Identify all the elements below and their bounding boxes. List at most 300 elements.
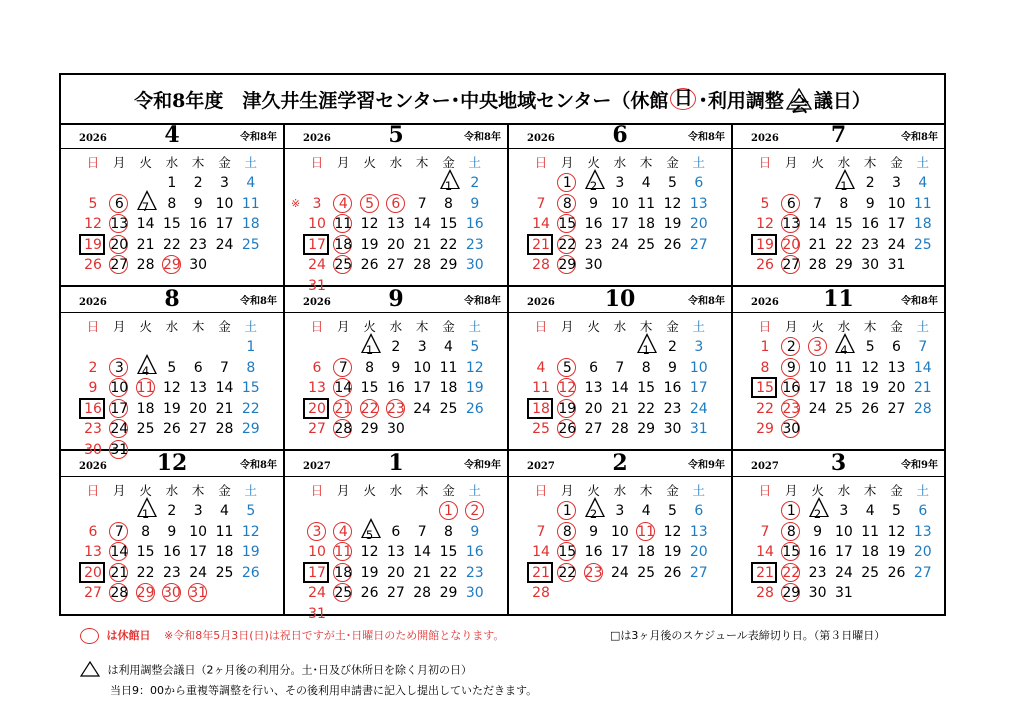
month-era: 令和8年 xyxy=(901,132,938,143)
calendar-day xyxy=(81,214,105,234)
calendar-day xyxy=(779,194,803,214)
weekday-header: 火 xyxy=(139,155,152,170)
day-number: 23 xyxy=(386,400,405,417)
day-number: 27 xyxy=(887,400,906,417)
calendar-day xyxy=(81,419,105,439)
day-number: 10 xyxy=(887,195,906,212)
calendar-day xyxy=(239,501,263,521)
calendar-day xyxy=(134,522,158,542)
calendar-day xyxy=(885,255,909,275)
calendar-day xyxy=(81,378,105,398)
calendar-day xyxy=(186,214,210,234)
day-number: 8 xyxy=(641,359,651,376)
month-era: 令和8年 xyxy=(688,296,725,307)
calendar-day xyxy=(410,214,434,234)
month-year: 2027 xyxy=(527,461,555,472)
calendar-day xyxy=(331,235,355,255)
day-number: 31 xyxy=(189,585,208,601)
day-number: 18 xyxy=(439,380,458,396)
calendar-day xyxy=(437,522,461,542)
day-number: 9 xyxy=(167,523,177,540)
day-number: 17 xyxy=(110,400,129,417)
day-number: 11 xyxy=(241,195,260,212)
day-number: 3 xyxy=(694,339,704,355)
day-number: 30 xyxy=(465,585,484,601)
day-number: 1 xyxy=(562,503,572,519)
weekday-header: 水 xyxy=(613,483,627,498)
calendar-day xyxy=(885,563,909,583)
day-number: 21 xyxy=(532,236,550,253)
calendar-day xyxy=(608,563,632,583)
day-number: 9 xyxy=(193,195,203,212)
day-number: 18 xyxy=(136,400,155,417)
title-middle: ･利用調整 xyxy=(698,89,784,112)
day-number: 7 xyxy=(417,195,427,212)
day-number: 9 xyxy=(786,359,796,376)
weekday-header: 火 xyxy=(587,155,600,170)
day-number: 28 xyxy=(532,585,550,601)
title-triangled: 会 xyxy=(789,94,809,116)
day-number: 21 xyxy=(532,564,550,581)
day-number: 27 xyxy=(386,257,405,273)
day-number: 10 xyxy=(189,523,208,540)
calendar-day xyxy=(160,214,184,234)
calendar-day xyxy=(661,501,685,521)
calendar-day xyxy=(81,583,105,603)
weekday-header: 木 xyxy=(191,483,205,498)
calendar-day xyxy=(134,358,158,378)
day-number: 15 xyxy=(558,544,577,560)
weekday-header: 日 xyxy=(758,319,772,334)
calendar-day xyxy=(858,563,882,583)
calendar-day xyxy=(410,583,434,603)
day-number: 11 xyxy=(861,523,880,540)
calendar-day xyxy=(858,235,882,255)
calendar-day xyxy=(331,214,355,234)
day-number: 28 xyxy=(334,421,353,437)
calendar-day xyxy=(384,399,408,419)
day-number: 29 xyxy=(360,421,379,437)
day-number: 7 xyxy=(813,195,823,212)
calendar-day xyxy=(331,542,355,562)
month-panel xyxy=(285,287,509,451)
calendar-day xyxy=(661,337,685,357)
legend-closed-note: ※令和8年5月3日(日)は祝日ですが土･日曜日のため開館となります。 xyxy=(164,629,505,642)
calendar-frame xyxy=(59,73,946,622)
day-number: 5 xyxy=(562,359,572,376)
weekday-header: 火 xyxy=(363,319,376,334)
month-year: 2026 xyxy=(751,297,779,308)
calendar-day xyxy=(358,255,382,275)
month-number: 11 xyxy=(823,286,854,312)
day-number: 10 xyxy=(834,523,853,540)
month-number: 8 xyxy=(164,286,180,312)
day-number: 2 xyxy=(470,503,480,519)
calendar-day xyxy=(687,399,711,419)
day-number: 19 xyxy=(861,380,880,396)
day-number: 22 xyxy=(136,564,155,581)
month-year: 2027 xyxy=(303,461,331,472)
calendar-day xyxy=(806,214,830,234)
calendar-day xyxy=(634,358,658,378)
weekday-header: 火 xyxy=(139,319,152,334)
calendar-day xyxy=(463,522,487,542)
month-era: 令和9年 xyxy=(464,460,501,471)
day-number: 7 xyxy=(417,523,427,540)
calendar-day xyxy=(806,337,830,357)
day-number: 9 xyxy=(668,359,677,376)
weekday-header: 月 xyxy=(561,155,574,170)
calendar-day xyxy=(81,440,105,460)
calendar-day xyxy=(687,542,711,562)
day-number: 14 xyxy=(610,380,629,396)
calendar-day xyxy=(858,255,882,275)
day-number: 19 xyxy=(887,544,906,560)
day-number: 11 xyxy=(834,359,853,376)
day-number: 22 xyxy=(162,236,181,253)
calendar-day xyxy=(582,399,606,419)
weekday-header: 日 xyxy=(534,483,548,498)
calendar-day xyxy=(885,378,909,398)
day-number: 10 xyxy=(308,544,326,560)
day-number: 27 xyxy=(189,421,208,437)
month-era: 令和8年 xyxy=(240,296,277,307)
weekday-header: 水 xyxy=(837,319,851,334)
calendar-day xyxy=(911,194,935,214)
day-number: 4 xyxy=(865,503,875,519)
weekday-header: 土 xyxy=(916,155,930,170)
day-number: 4 xyxy=(918,175,928,191)
day-number: 13 xyxy=(782,216,801,232)
day-number: 8 xyxy=(786,523,796,540)
calendar-day xyxy=(779,419,803,439)
weekday-header: 金 xyxy=(666,483,679,498)
calendar-day xyxy=(753,235,777,255)
calendar-day xyxy=(358,419,382,439)
calendar-day xyxy=(634,337,658,357)
calendar-day xyxy=(358,563,382,583)
closed-day-circle-icon xyxy=(670,88,696,110)
calendar-day xyxy=(832,583,856,603)
calendar-day xyxy=(410,522,434,542)
calendar-day xyxy=(529,522,553,542)
weekday-header: 土 xyxy=(244,155,258,170)
month-year: 2026 xyxy=(527,297,555,308)
day-number: 16 xyxy=(84,400,102,417)
calendar-day xyxy=(186,358,210,378)
day-number: 28 xyxy=(532,257,550,273)
day-number: 13 xyxy=(887,359,906,376)
day-number: 25 xyxy=(334,585,353,601)
calendar-day xyxy=(463,214,487,234)
calendar-day xyxy=(753,378,777,398)
calendar-day xyxy=(529,563,553,583)
day-number: 5 xyxy=(668,503,677,519)
day-number: 27 xyxy=(782,257,801,273)
calendar-day xyxy=(806,378,830,398)
weekday-header: 日 xyxy=(758,155,772,170)
calendar-day xyxy=(555,419,579,439)
calendar-day xyxy=(885,542,909,562)
day-number: 6 xyxy=(391,195,401,212)
day-number: 17 xyxy=(610,216,629,232)
calendar-day xyxy=(239,173,263,193)
day-number: 5 xyxy=(892,503,901,519)
day-number: 20 xyxy=(913,544,932,560)
calendar-day xyxy=(186,501,210,521)
calendar-day xyxy=(107,440,131,460)
day-number: 12 xyxy=(465,359,484,376)
calendar-day xyxy=(779,337,803,357)
month-number: 12 xyxy=(156,450,188,476)
calendar-day xyxy=(410,542,434,562)
calendar-day xyxy=(213,378,237,398)
day-number: 31 xyxy=(110,441,129,458)
day-number: 7 xyxy=(141,199,150,214)
day-number: 24 xyxy=(834,564,853,581)
weekday-header: 水 xyxy=(837,483,851,498)
day-number: 18 xyxy=(532,400,550,417)
day-number: 13 xyxy=(689,195,708,212)
weekday-header: 金 xyxy=(666,155,679,170)
legend-closed xyxy=(80,627,504,644)
calendar-day xyxy=(81,522,105,542)
calendar-day xyxy=(358,194,382,214)
day-number: 30 xyxy=(189,257,208,273)
day-number: 6 xyxy=(391,523,401,540)
calendar-day xyxy=(134,542,158,562)
calendar-day xyxy=(160,399,184,419)
calendar-day xyxy=(832,358,856,378)
calendar-day xyxy=(555,399,579,419)
month-panel xyxy=(509,123,733,287)
calendar-day xyxy=(806,583,830,603)
day-number: 17 xyxy=(610,544,629,560)
day-number: 3 xyxy=(615,175,625,191)
day-number: 7 xyxy=(536,195,546,212)
calendar-day xyxy=(437,337,461,357)
calendar-day xyxy=(107,214,131,234)
calendar-day xyxy=(358,399,382,419)
day-number: 26 xyxy=(756,257,774,273)
calendar-day xyxy=(239,419,263,439)
day-number: 11 xyxy=(532,380,550,396)
day-number: 25 xyxy=(834,400,853,417)
day-number: 17 xyxy=(887,216,906,232)
calendar-day xyxy=(832,563,856,583)
day-number: 16 xyxy=(465,544,484,560)
day-number: 2 xyxy=(589,179,598,193)
calendar-day xyxy=(81,358,105,378)
weekday-header: 水 xyxy=(165,483,179,498)
day-number: 12 xyxy=(84,216,102,232)
day-number: 1 xyxy=(246,339,256,355)
calendar-day xyxy=(555,194,579,214)
weekday-header: 日 xyxy=(86,319,100,334)
day-number: 26 xyxy=(558,421,577,437)
day-number: 31 xyxy=(308,277,326,294)
calendar-day xyxy=(160,419,184,439)
calendar-day xyxy=(437,255,461,275)
calendar-day xyxy=(107,583,131,603)
day-number: 17 xyxy=(308,564,326,581)
calendar-day xyxy=(463,583,487,603)
day-number: 19 xyxy=(663,216,682,232)
month-number: 10 xyxy=(604,286,636,312)
day-number: 20 xyxy=(689,216,708,232)
weekday-header: 日 xyxy=(758,483,772,498)
day-number: 31 xyxy=(689,421,708,437)
calendar-day xyxy=(582,522,606,542)
calendar-day xyxy=(806,235,830,255)
weekday-header: 月 xyxy=(113,319,126,334)
calendar-day xyxy=(661,358,685,378)
weekday-header: 月 xyxy=(113,483,126,498)
weekday-header: 木 xyxy=(863,155,877,170)
day-number: 24 xyxy=(215,236,234,253)
calendar-day xyxy=(437,173,461,193)
day-number: 8 xyxy=(839,195,849,212)
calendar-day xyxy=(806,194,830,214)
day-number: 23 xyxy=(861,236,880,253)
day-number: 5 xyxy=(865,339,875,355)
weekday-header: 土 xyxy=(244,483,258,498)
calendar-day xyxy=(186,563,210,583)
calendar-day xyxy=(384,583,408,603)
calendar-day xyxy=(753,214,777,234)
weekday-header: 月 xyxy=(785,155,798,170)
calendar-day xyxy=(832,399,856,419)
day-number: 25 xyxy=(241,236,260,253)
calendar-day xyxy=(608,378,632,398)
calendar-day xyxy=(134,378,158,398)
calendar-day xyxy=(858,522,882,542)
weekday-header: 木 xyxy=(863,483,877,498)
weekday-header: 水 xyxy=(389,319,403,334)
day-number: 14 xyxy=(913,359,932,376)
day-number: 17 xyxy=(413,380,432,396)
calendar-day xyxy=(608,399,632,419)
day-number: 28 xyxy=(756,585,774,601)
day-number: 4 xyxy=(338,523,348,540)
title-suffix: 議日） xyxy=(813,89,871,112)
day-number: 26 xyxy=(465,400,484,417)
calendar-day xyxy=(806,542,830,562)
calendar-day xyxy=(687,194,711,214)
month-panel xyxy=(509,451,733,614)
calendar-day xyxy=(331,419,355,439)
day-number: 24 xyxy=(689,400,708,417)
calendar-day xyxy=(687,173,711,193)
day-number: 6 xyxy=(193,359,203,376)
day-number: 13 xyxy=(584,380,603,396)
day-number: 18 xyxy=(334,236,353,253)
day-number: 18 xyxy=(834,380,853,396)
calendar-day xyxy=(806,399,830,419)
day-number: 27 xyxy=(84,585,102,601)
calendar-day xyxy=(186,542,210,562)
calendar-day xyxy=(358,522,382,542)
day-number: 29 xyxy=(439,585,458,601)
weekday-header: 日 xyxy=(534,319,548,334)
calendar-day xyxy=(753,563,777,583)
calendar-day xyxy=(885,214,909,234)
weekday-header: 月 xyxy=(337,483,350,498)
day-number: 26 xyxy=(84,257,102,273)
calendar-day xyxy=(107,399,131,419)
day-number: 6 xyxy=(892,339,901,355)
calendar-day xyxy=(779,255,803,275)
day-number: 30 xyxy=(84,441,102,458)
day-number: 28 xyxy=(610,421,629,437)
calendar-day xyxy=(555,173,579,193)
calendar-day xyxy=(806,358,830,378)
day-number: 1 xyxy=(642,343,650,357)
calendar-day xyxy=(437,378,461,398)
day-number: 23 xyxy=(663,400,682,417)
day-number: 11 xyxy=(334,216,353,232)
day-number: 24 xyxy=(610,564,629,581)
day-number: 30 xyxy=(782,421,801,437)
day-number: 9 xyxy=(470,195,480,212)
calendar-day xyxy=(160,542,184,562)
months-grid xyxy=(61,122,944,622)
calendar-day xyxy=(582,194,606,214)
calendar-day xyxy=(832,235,856,255)
calendar-day xyxy=(608,194,632,214)
day-number: 29 xyxy=(637,421,656,437)
day-number: 24 xyxy=(308,257,326,273)
day-number: 28 xyxy=(215,421,234,437)
day-number: 5 xyxy=(167,359,177,376)
weekday-header: 木 xyxy=(191,155,205,170)
day-number: 7 xyxy=(536,523,546,540)
day-number: 16 xyxy=(465,216,484,232)
weekday-header: 金 xyxy=(442,483,455,498)
day-number: 1 xyxy=(840,179,848,193)
day-number: 7 xyxy=(114,523,124,540)
day-number: 30 xyxy=(386,421,405,437)
day-number: 6 xyxy=(114,195,124,212)
day-number: 21 xyxy=(610,400,629,417)
calendar-day xyxy=(885,522,909,542)
weekday-header: 金 xyxy=(218,319,231,334)
calendar-day xyxy=(437,583,461,603)
day-number: 24 xyxy=(413,400,432,417)
day-number: 29 xyxy=(558,257,577,273)
day-number: 21 xyxy=(136,236,155,253)
day-number: 29 xyxy=(782,585,801,601)
calendar-day xyxy=(410,194,434,214)
day-number: 19 xyxy=(84,236,102,253)
weekday-header: 月 xyxy=(561,483,574,498)
day-number: 4 xyxy=(141,363,150,378)
weekday-header: 火 xyxy=(139,483,152,498)
day-number: 8 xyxy=(760,359,770,376)
calendar-day xyxy=(384,255,408,275)
weekday-header: 土 xyxy=(692,155,706,170)
calendar-day xyxy=(608,542,632,562)
calendar-day xyxy=(832,378,856,398)
calendar-day xyxy=(608,501,632,521)
calendar-day xyxy=(661,194,685,214)
calendar-day xyxy=(437,214,461,234)
calendar-day xyxy=(687,337,711,357)
day-number: 11 xyxy=(136,380,155,396)
calendar-day xyxy=(529,358,553,378)
day-number: 1 xyxy=(444,503,453,519)
day-number: 13 xyxy=(913,523,932,540)
